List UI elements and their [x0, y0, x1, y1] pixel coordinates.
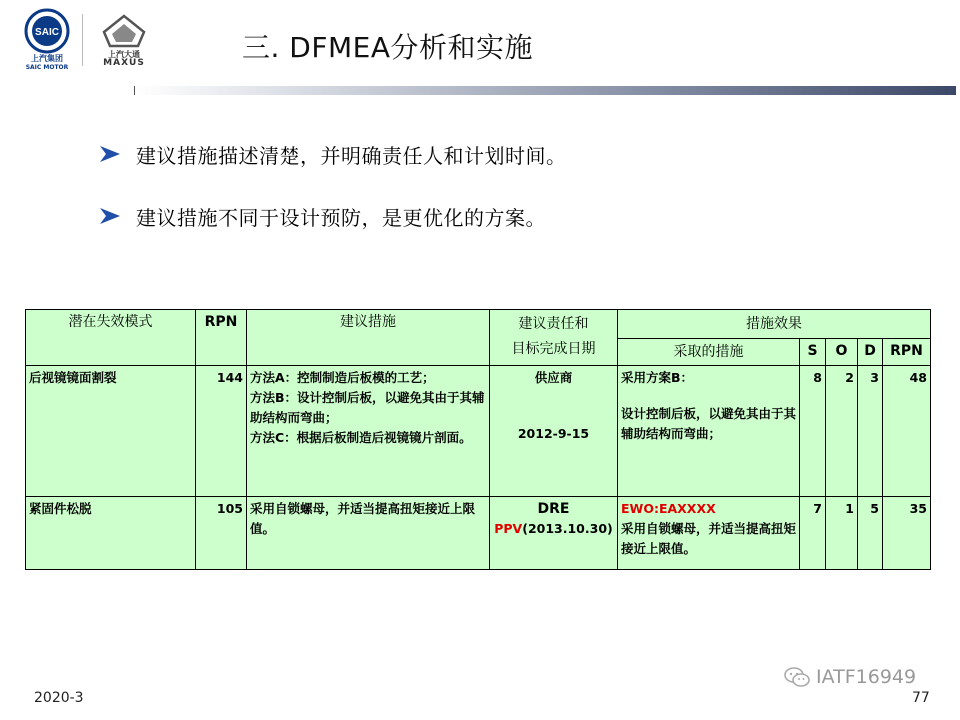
saic-logo-line2: SAIC MOTOR	[25, 64, 69, 71]
page-title: 三. DFMEA分析和实施	[242, 31, 533, 64]
cell-rpn2: 48	[883, 366, 931, 497]
maxus-logo-line1: 上汽大通	[108, 50, 140, 59]
footer-date: 2020-3	[34, 690, 84, 706]
cell-resp-date: 2012-9-15	[517, 426, 590, 441]
cell-resp-date: (2013.10.30)	[522, 521, 613, 536]
saic-logo	[18, 8, 76, 72]
watermark	[784, 666, 916, 688]
cell-d: 5	[858, 497, 883, 570]
wechat-icon	[784, 666, 810, 688]
cell-resp-name: DRE	[537, 501, 570, 517]
cell-actions-taken	[618, 497, 800, 570]
cell-actions	[247, 497, 490, 570]
maxus-logo	[92, 12, 156, 70]
header-responsibility-line1: 建议责任和	[518, 316, 589, 332]
header-rpn: RPN	[196, 310, 247, 366]
cell-responsibility	[490, 366, 618, 497]
taken-line2: 采用自锁螺母，并适当提高扭矩接近上限值。	[621, 521, 797, 556]
table-row	[26, 366, 931, 497]
bullet-text: 建议措施描述清楚，并明确责任人和计划时间。	[136, 143, 567, 168]
header-divider	[134, 86, 956, 95]
bullet-text: 建议措施不同于设计预防，是更优化的方案。	[136, 205, 546, 230]
action-item: 方法A：控制制造后板模的工艺；	[250, 370, 435, 385]
cell-actions-taken	[618, 366, 800, 497]
action-item: 方法B：设计控制后板，以避免其由于其辅助结构而弯曲；	[250, 390, 485, 425]
header-recommended-action: 建议措施	[247, 310, 490, 366]
svg-text:SAIC: SAIC	[35, 27, 59, 38]
cell-o: 1	[826, 497, 858, 570]
saic-logo-icon	[18, 8, 76, 54]
cell-o: 2	[826, 366, 858, 497]
logo-divider	[82, 14, 83, 66]
action-item: 方法C：根据后板制造后视镜镜片剖面。	[250, 430, 472, 445]
header-failure-mode: 潜在失效模式	[26, 310, 196, 366]
header-responsibility	[490, 310, 618, 366]
cell-resp-name: 供应商	[534, 370, 573, 385]
taken-line1: 采用方案B：	[621, 370, 694, 385]
taken-line2: 设计控制后板，以避免其由于其辅助结构而弯曲；	[621, 406, 797, 441]
bullet-item	[98, 138, 918, 170]
header-divider-tick	[134, 86, 135, 95]
header-rpn2: RPN	[883, 339, 931, 366]
saic-logo-line1: 上汽集团	[31, 54, 63, 63]
taken-line1: EWO:EAXXXX	[621, 501, 716, 516]
cell-d: 3	[858, 366, 883, 497]
arrow-bullet-icon	[98, 206, 122, 226]
arrow-bullet-icon	[98, 144, 122, 164]
cell-s: 7	[800, 497, 826, 570]
cell-failure-mode: 后视镜镜面割裂	[26, 366, 196, 497]
action-item: 采用自锁螺母，并适当提高扭矩接近上限值。	[250, 501, 476, 536]
bullet-item	[98, 200, 918, 232]
cell-rpn: 105	[196, 497, 247, 570]
header-o: O	[826, 339, 858, 366]
header-d: D	[858, 339, 883, 366]
maxus-logo-line2: MAXUS	[103, 58, 145, 68]
bullet-list	[98, 138, 918, 262]
page-number: 77	[912, 690, 930, 706]
cell-s: 8	[800, 366, 826, 497]
cell-rpn2: 35	[883, 497, 931, 570]
table-header-row	[26, 310, 931, 339]
cell-responsibility	[490, 497, 618, 570]
maxus-logo-icon	[92, 12, 156, 50]
cell-failure-mode: 紧固件松脱	[26, 497, 196, 570]
header-action-results: 措施效果	[618, 310, 931, 339]
dfmea-table	[25, 309, 931, 570]
header-s: S	[800, 339, 826, 366]
header-responsibility-line2: 目标完成日期	[511, 341, 596, 357]
cell-resp-date-prefix: PPV	[494, 521, 523, 536]
cell-resp-date-line	[493, 519, 614, 539]
cell-rpn: 144	[196, 366, 247, 497]
header-actions-taken: 采取的措施	[618, 339, 800, 366]
watermark-text: IATF16949	[816, 666, 917, 688]
cell-actions	[247, 366, 490, 497]
table-row	[26, 497, 931, 570]
